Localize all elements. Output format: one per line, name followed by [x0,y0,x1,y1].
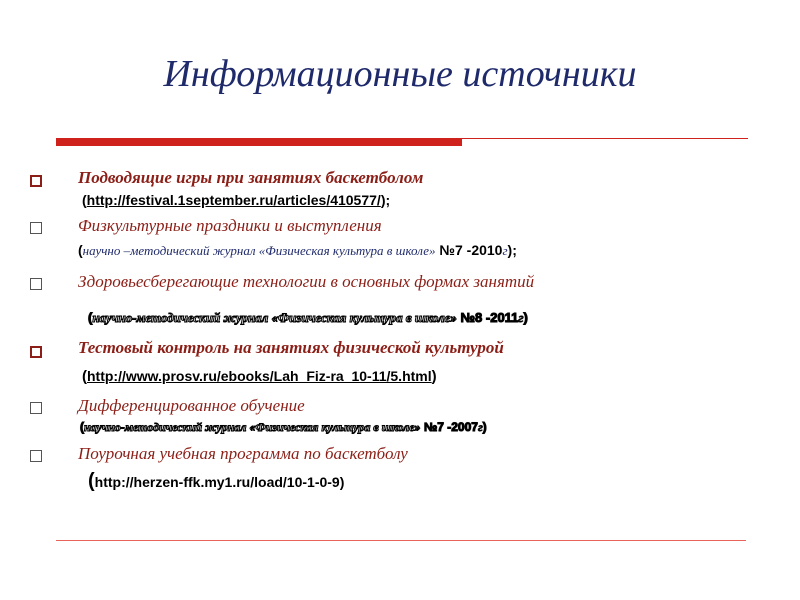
square-bullet-icon [30,450,42,462]
square-bullet-icon [30,402,42,414]
source-open-paren: ( [82,368,87,385]
source-close-paren: ); [380,192,391,208]
source-link[interactable]: http://herzen-ffk.my1.ru/load/10-1-0-9 [94,474,340,490]
source-year-suffix: г [502,243,508,258]
source-issue: №7 -2007 [420,420,478,434]
source-close-paren: ) [482,420,487,434]
square-bullet-icon [30,278,42,290]
source-close-paren: ) [523,310,528,325]
source-close-paren: ) [339,474,345,490]
title-underline-thick [56,138,462,146]
source-journal: научно-методический журнал «Физическая культура в школе» [92,310,457,325]
bottom-rule [56,540,746,541]
source-link[interactable]: http://festival.1september.ru/articles/410577/ [86,192,381,208]
item-title: Здоровьесберегающие технологии в основных формах занятий [78,272,535,291]
source-open-paren: ( [88,470,95,492]
source-journal: научно-методический журнал «Физическая культура в школе» [84,420,421,434]
item-title: Поурочная учебная программа по баскетболу [78,444,408,463]
source-link[interactable]: http://www.prosv.ru/ebooks/Lah_Fiz-ra_10-11/5.html [87,368,432,384]
item-title: Физкультурные праздники и выступления [78,216,382,235]
slide-title: Информационные источники [163,53,637,95]
source-issue: №8 -2011 [456,310,519,325]
source-issue: №7 -2010 [435,242,503,258]
item-title: Подводящие игры при занятиях баскетболом [78,168,424,187]
item-title: Дифференцированное обучение [78,396,305,415]
source-journal: научно –методический журнал «Физическая культура в школе» [82,243,436,258]
source-open-paren: ( [78,242,83,258]
square-bullet-icon [30,175,42,187]
source-year-suffix: г [477,420,483,434]
source-close-paren: ); [507,242,517,258]
square-bullet-icon [30,222,42,234]
source-close-paren: ) [431,368,437,385]
source-year-suffix: г [518,310,524,325]
source-open-paren: ( [88,310,93,325]
item-title: Тестовый контроль на занятиях физической культурой [78,338,504,357]
title-underline-thin [462,138,748,139]
source-open-paren: ( [80,420,84,434]
square-bullet-icon [30,346,42,358]
source-open-paren: ( [82,192,87,208]
